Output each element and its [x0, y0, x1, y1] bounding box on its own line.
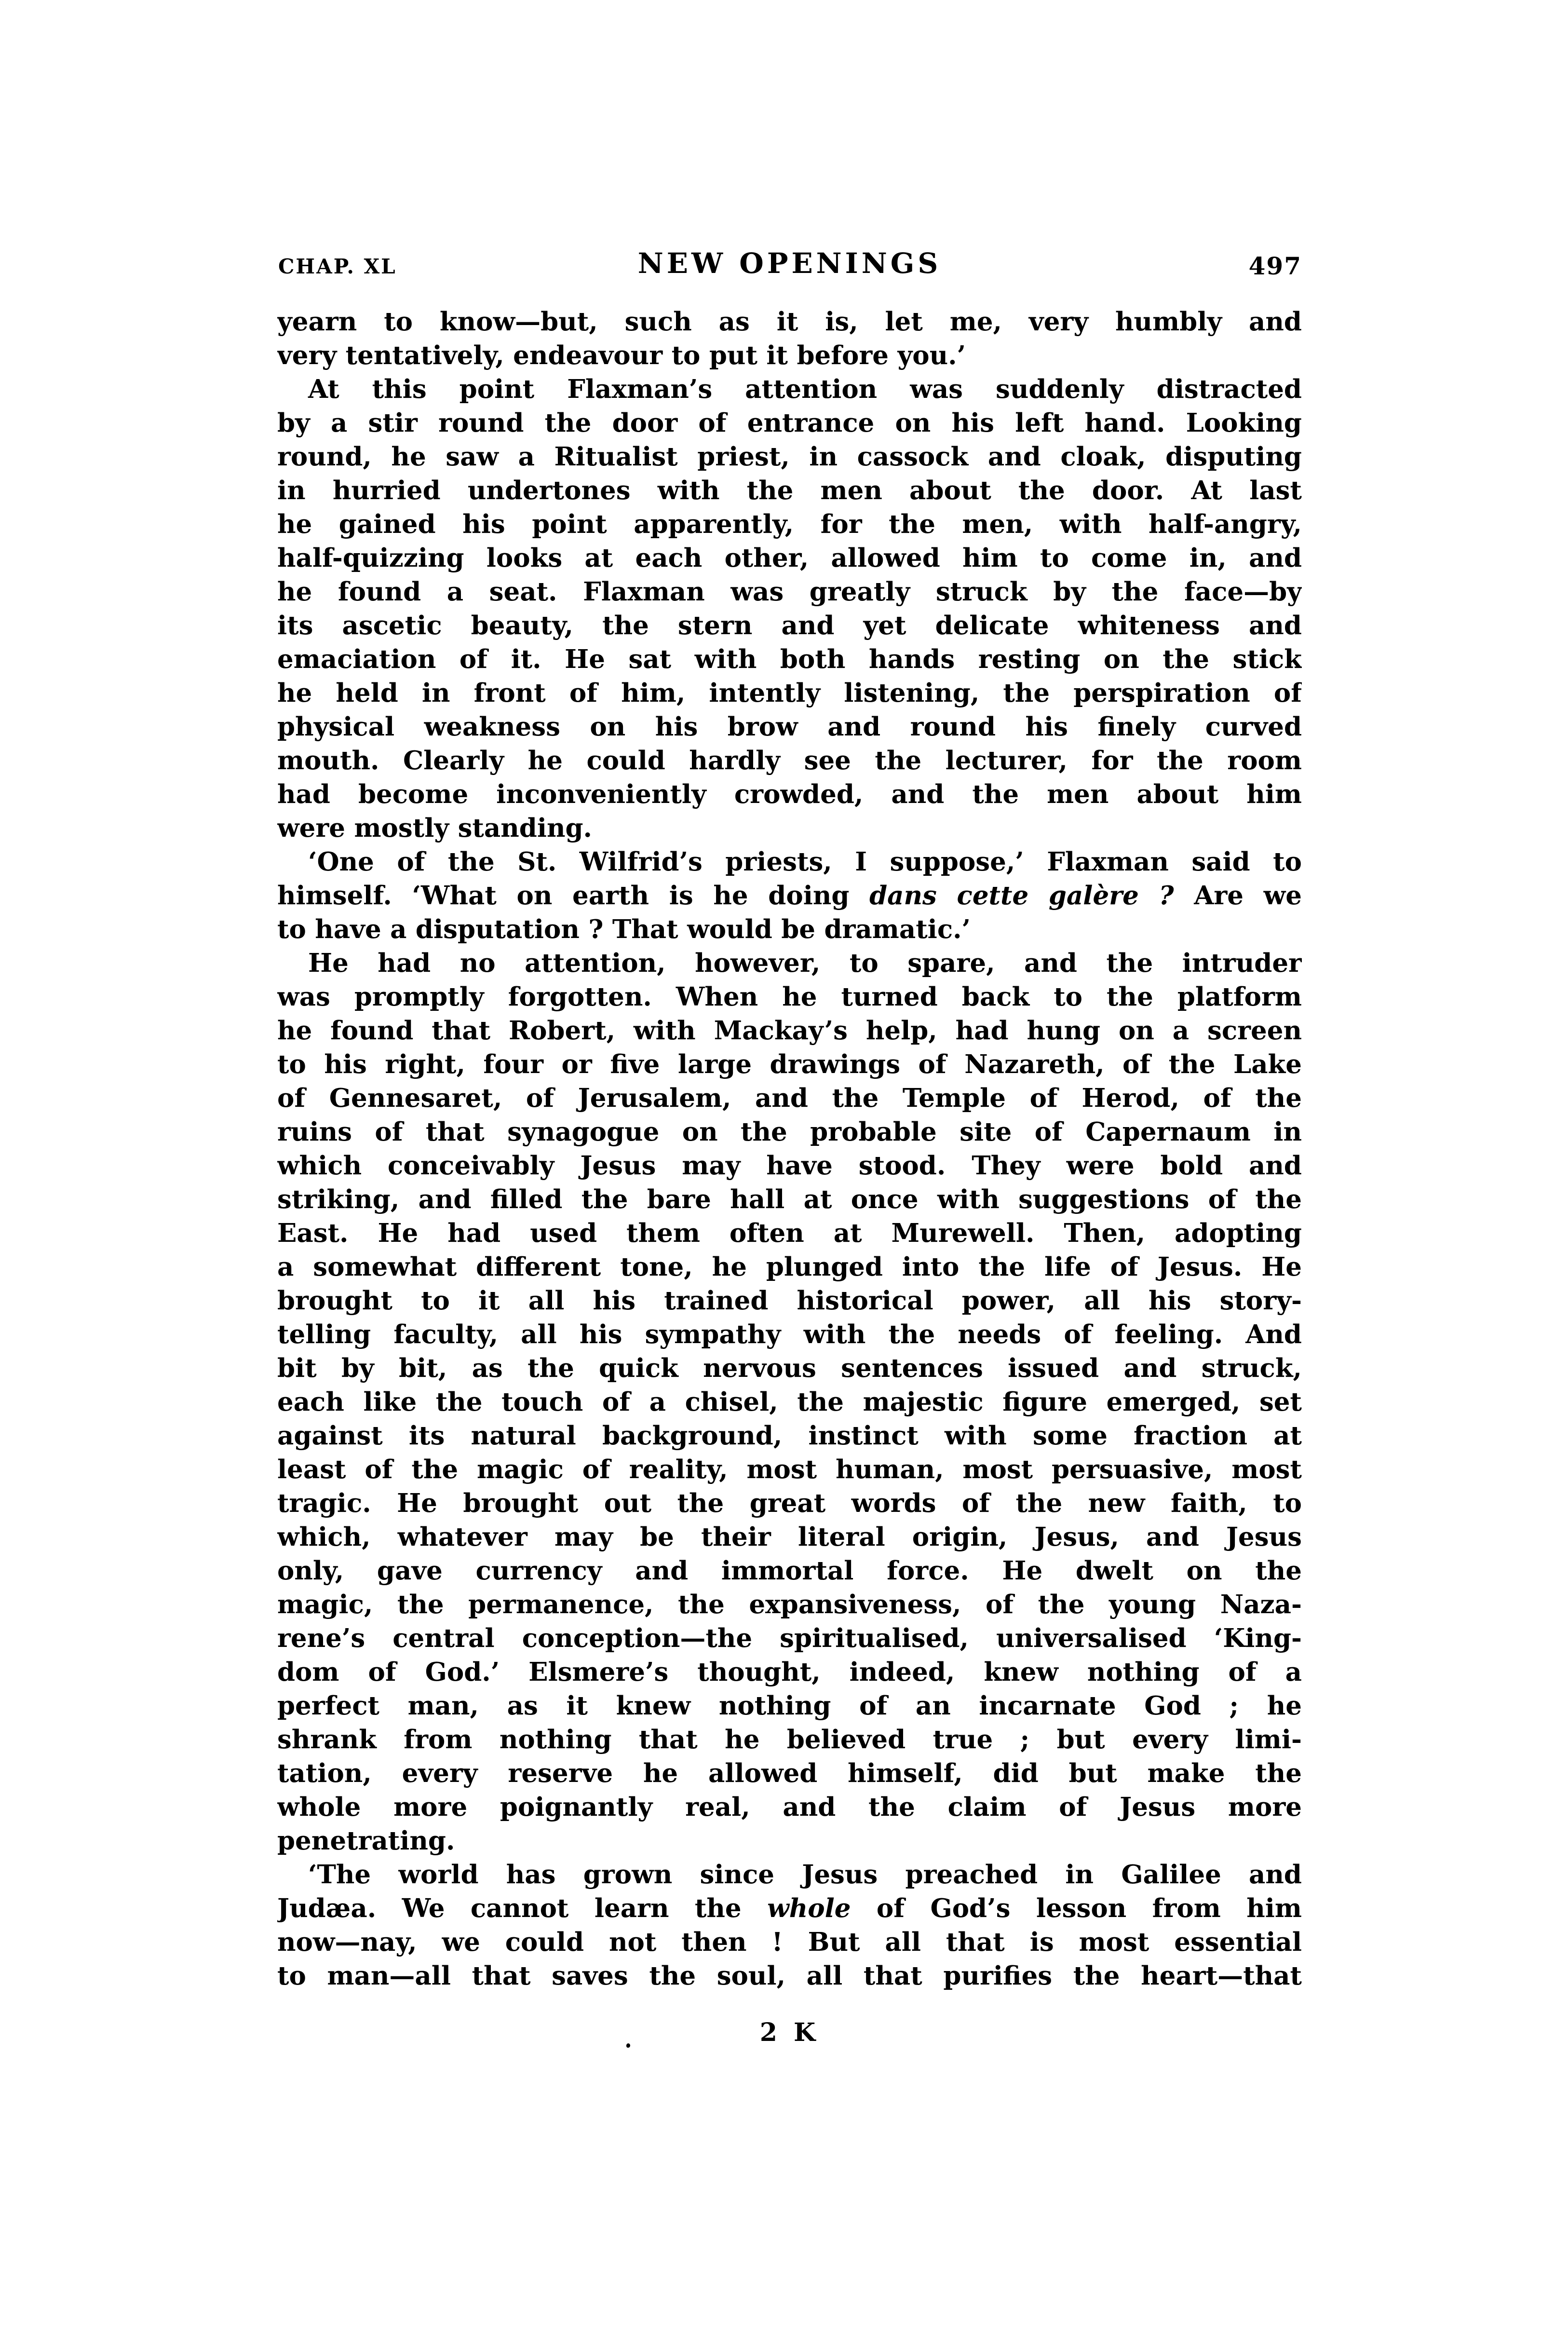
text-line [277, 1318, 1302, 1351]
italic-text: dans cette galère ? [869, 881, 1174, 911]
text-line [277, 1115, 1302, 1149]
text-line [277, 1554, 1302, 1588]
text-line [277, 305, 1302, 339]
text-line [277, 1891, 1302, 1925]
text-line [277, 1723, 1302, 1756]
text-segment: half-quizzing looks at each other, allowed him to come in, and [277, 543, 1302, 573]
text-line [277, 777, 1302, 811]
text-line [277, 575, 1302, 609]
text-line [277, 1588, 1302, 1621]
text-segment: ‘One of the St. Wilfrid’s priests, I suppose,’ Flaxman said to [308, 847, 1302, 877]
text-segment: very tentatively, endeavour to put it before you.’ [277, 340, 966, 370]
text-line [277, 710, 1302, 744]
paragraph [277, 845, 1302, 946]
text-segment: telling faculty, all his sympathy with the needs of feeling. And [277, 1319, 1302, 1349]
text-segment: against its natural background, instinct with some fraction at [277, 1421, 1302, 1451]
text-segment: he found that Robert, with Mackay’s help, had hung on a screen [277, 1016, 1302, 1046]
text-segment: he found a seat. Flaxman was greatly struck by the face—by [277, 577, 1302, 607]
text-line [277, 879, 1302, 912]
text-line [277, 1790, 1302, 1824]
text-segment: bit by bit, as the quick nervous sentences issued and struck, [277, 1353, 1302, 1383]
text-line [277, 609, 1302, 642]
text-segment: brought to it all his trained historical power, all his story- [277, 1286, 1302, 1316]
text-line [277, 1250, 1302, 1284]
text-segment: tragic. He brought out the great words of the new faith, to [277, 1488, 1302, 1518]
text-line [277, 1284, 1302, 1318]
text-segment: yearn to know—but, such as it is, let me, very humbly and [277, 307, 1302, 337]
text-line [277, 406, 1302, 440]
text-segment: he gained his point apparently, for the men, with half-angry, [277, 509, 1302, 539]
text-line [277, 1149, 1302, 1183]
text-segment: of God’s lesson from him [851, 1893, 1302, 1923]
page-body [277, 305, 1302, 1993]
text-line [277, 1419, 1302, 1453]
text-line [277, 1756, 1302, 1790]
text-segment: had become inconveniently crowded, and the men about him [277, 779, 1302, 809]
text-segment: emaciation of it. He sat with both hands resting on the stick [277, 644, 1302, 674]
printer-signature: 2 K [759, 2018, 820, 2047]
text-line [277, 1014, 1302, 1047]
paragraph [277, 946, 1302, 1858]
page-number: 497 [1248, 252, 1302, 280]
text-line [277, 1351, 1302, 1385]
text-line [277, 1689, 1302, 1723]
text-segment: to his right, four or five large drawings of Nazareth, of the Lake [277, 1049, 1302, 1079]
text-line [277, 1858, 1302, 1891]
text-line [277, 676, 1302, 710]
text-segment: least of the magic of reality, most human, most persuasive, most [277, 1455, 1302, 1484]
text-line [277, 1216, 1302, 1250]
text-segment: a somewhat different tone, he plunged into the life of Jesus. He [277, 1252, 1302, 1282]
text-segment: in hurried undertones with the men about the door. At last [277, 476, 1302, 505]
text-segment: he held in front of him, intently listening, the perspiration of [277, 678, 1302, 708]
text-line [277, 980, 1302, 1014]
page-title: NEW OPENINGS [637, 247, 942, 280]
text-line [277, 1621, 1302, 1655]
text-line [277, 1655, 1302, 1689]
text-segment: East. He had used them often at Murewell. Then, adopting [277, 1218, 1302, 1248]
text-segment: only, gave currency and immortal force. He dwelt on the [277, 1556, 1302, 1586]
text-line [277, 372, 1302, 406]
text-line [277, 440, 1302, 474]
text-segment: magic, the permanence, the expansiveness, of the young Naza- [277, 1590, 1302, 1619]
text-line [277, 744, 1302, 777]
text-segment: were mostly standing. [277, 813, 593, 843]
text-segment: each like the touch of a chisel, the majestic figure emerged, set [277, 1387, 1302, 1417]
text-segment: shrank from nothing that he believed true ; but every limi- [277, 1725, 1302, 1754]
text-segment: by a stir round the door of entrance on his left hand. Looking [277, 408, 1302, 438]
text-line [277, 339, 1302, 372]
text-segment: He had no attention, however, to spare, and the intruder [308, 948, 1302, 978]
text-line [277, 912, 1302, 946]
text-segment: of Gennesaret, of Jerusalem, and the Temple of Herod, of the [277, 1083, 1302, 1113]
text-segment: Are we [1174, 881, 1302, 911]
text-line [277, 541, 1302, 575]
text-line [277, 1959, 1302, 1993]
text-line [277, 1385, 1302, 1419]
text-segment: which, whatever may be their literal origin, Jesus, and Jesus [277, 1522, 1302, 1552]
text-line [277, 946, 1302, 980]
text-segment: himself. ‘What on earth is he doing [277, 881, 870, 911]
text-segment: tation, every reserve he allowed himself, did but make the [277, 1758, 1302, 1788]
paragraph [277, 372, 1302, 845]
text-line [277, 1047, 1302, 1081]
running-header [277, 247, 1302, 286]
text-line [277, 1925, 1302, 1959]
text-line [277, 1486, 1302, 1520]
text-segment: which conceivably Jesus may have stood. They were bold and [277, 1151, 1302, 1181]
text-segment: striking, and filled the bare hall at once with suggestions of the [277, 1184, 1302, 1214]
text-segment: to have a disputation ? That would be dramatic.’ [277, 914, 971, 944]
chapter-label: CHAP. XL [278, 255, 397, 278]
text-segment: round, he saw a Ritualist priest, in cassock and cloak, disputing [277, 442, 1302, 472]
text-segment: mouth. Clearly he could hardly see the lecturer, for the room [277, 746, 1302, 775]
text-segment: ruins of that synagogue on the probable site of Capernaum in [277, 1117, 1302, 1147]
text-segment: now—nay, we could not then ! But all that is most essential [277, 1927, 1302, 1957]
text-segment: its ascetic beauty, the stern and yet delicate whiteness and [277, 611, 1302, 640]
text-segment: physical weakness on his brow and round his finely curved [277, 712, 1302, 742]
italic-text: whole [767, 1893, 851, 1923]
text-segment: to man—all that saves the soul, all that purifies the heart—that [277, 1961, 1302, 1991]
text-line [277, 845, 1302, 879]
text-line [277, 1183, 1302, 1216]
paragraph [277, 1858, 1302, 1993]
text-line [277, 811, 1302, 845]
text-segment: was promptly forgotten. When he turned back to the platform [277, 982, 1302, 1012]
text-line [277, 1453, 1302, 1486]
text-line [277, 507, 1302, 541]
text-segment: Judæa. We cannot learn the [277, 1893, 768, 1923]
text-line [277, 1520, 1302, 1554]
text-line [277, 642, 1302, 676]
text-segment: rene’s central conception—the spiritualised, universalised ‘King- [277, 1623, 1302, 1653]
text-line [277, 1824, 1302, 1858]
text-line [277, 1081, 1302, 1115]
text-segment: whole more poignantly real, and the claim of Jesus more [277, 1792, 1302, 1822]
paragraph [277, 305, 1302, 372]
text-segment: dom of God.’ Elsmere’s thought, indeed, knew nothing of a [277, 1657, 1302, 1687]
text-line [277, 474, 1302, 507]
text-segment: penetrating. [277, 1826, 455, 1856]
text-segment: At this point Flaxman’s attention was suddenly distracted [308, 374, 1302, 404]
text-segment: ‘The world has grown since Jesus preached in Galilee and [308, 1860, 1302, 1890]
text-segment: perfect man, as it knew nothing of an incarnate God ; he [277, 1691, 1302, 1721]
